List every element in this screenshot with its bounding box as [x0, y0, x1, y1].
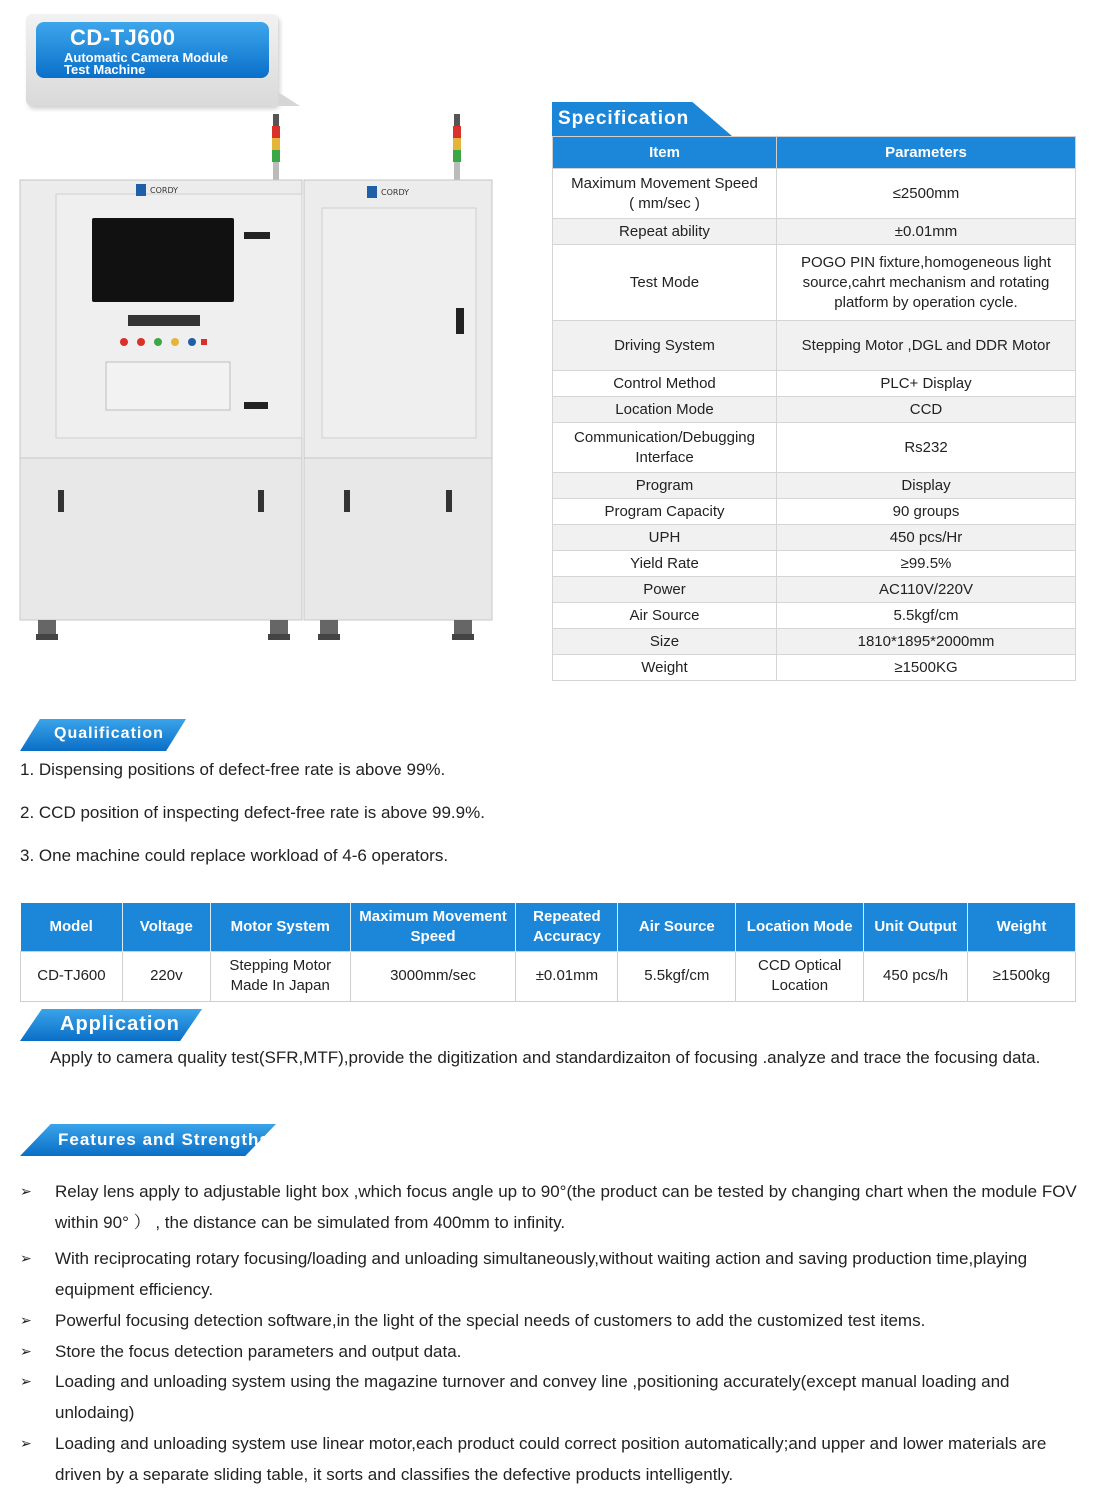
qualification-title: Qualification — [54, 725, 164, 742]
spec-row — [553, 321, 1076, 371]
specification-tab — [552, 102, 732, 136]
signal-tower-left — [272, 114, 280, 180]
model-value-cell: CD-TJ600 — [21, 951, 123, 1001]
model-header-cell: Repeated Accuracy — [516, 903, 618, 951]
spec-value-cell: ±0.01mm — [777, 219, 1076, 245]
spec-item-cell: Weight — [553, 655, 777, 681]
spec-item-cell: Repeat ability — [553, 219, 777, 245]
spec-value-cell: Display — [777, 473, 1076, 499]
application-text: Apply to camera quality test(SFR,MTF),provide the digitization and standardizaiton of focusing .analyze and trace the focusing data. — [50, 1048, 1041, 1067]
spec-item-cell: Power — [553, 577, 777, 603]
spec-item-cell: Test Mode — [553, 245, 777, 321]
spec-item-cell: Control Method — [553, 371, 777, 397]
spec-row — [553, 473, 1076, 499]
spec-value-cell: 5.5kgf/cm — [777, 603, 1076, 629]
model-value-cell: 220v — [122, 951, 210, 1001]
bullet-arrow-icon: ➢ — [20, 1373, 32, 1389]
feature-item — [20, 1366, 1080, 1428]
qualification-tab — [20, 719, 186, 751]
machine-image — [18, 112, 496, 657]
qualification-item: 3. One machine could replace workload of 4-6 operators. — [20, 846, 449, 865]
feature-text: Loading and unloading system use linear motor,each product could correct position automatically;and upper and lower materials are driven by a separate sliding table, it sorts and classifies the defective products intelligently. — [55, 1434, 1047, 1484]
model-value-cell: 450 pcs/h — [864, 951, 968, 1001]
model-value-cell: 5.5kgf/cm — [618, 951, 736, 1001]
spec-value-cell: CCD — [777, 397, 1076, 423]
feature-text: Relay lens apply to adjustable light box ,which focus angle up to 90°(the product can be tested by changing chart when the module FOV within 90° ） , the distance can be simulated from 400mm to infinity. — [55, 1182, 1077, 1232]
model-title: CD-TJ600 — [70, 25, 176, 50]
brand-label-left: CORDY — [150, 186, 179, 195]
model-value-cell: ±0.01mm — [516, 951, 618, 1001]
model-header-cell: Air Source — [618, 903, 736, 951]
bullet-arrow-icon: ➢ — [20, 1312, 32, 1328]
spec-header-item: Item — [553, 137, 777, 169]
subtitle-line1: Automatic Camera Module — [64, 50, 228, 65]
model-value-cell: CCD Optical Location — [736, 951, 864, 1001]
feature-item — [20, 1176, 1080, 1238]
application-tab — [20, 1009, 202, 1041]
model-value-cell: Stepping Motor Made In Japan — [210, 951, 350, 1001]
signal-tower-right — [453, 114, 461, 180]
bullet-arrow-icon: ➢ — [20, 1435, 32, 1451]
model-header-cell: Motor System — [210, 903, 350, 951]
spec-row — [553, 629, 1076, 655]
feature-item — [20, 1428, 1080, 1490]
spec-row — [553, 169, 1076, 219]
spec-value-cell: POGO PIN fixture,homogeneous light source,cahrt mechanism and rotating platform by operation cycle. — [777, 245, 1076, 321]
subtitle-line2: Test Machine — [64, 62, 146, 77]
spec-item-cell: Yield Rate — [553, 551, 777, 577]
spec-row — [553, 525, 1076, 551]
bullet-arrow-icon: ➢ — [20, 1343, 32, 1359]
bullet-arrow-icon: ➢ — [20, 1183, 32, 1199]
spec-item-cell: Program — [553, 473, 777, 499]
spec-row — [553, 423, 1076, 473]
model-header-cell: Unit Output — [864, 903, 968, 951]
features-title: Features and Strengths — [58, 1130, 270, 1149]
spec-item-cell: Air Source — [553, 603, 777, 629]
spec-value-cell: 450 pcs/Hr — [777, 525, 1076, 551]
spec-row — [553, 577, 1076, 603]
feature-text: Store the focus detection parameters and output data. — [55, 1342, 462, 1361]
spec-item-cell: Program Capacity — [553, 499, 777, 525]
features-tab — [20, 1124, 276, 1156]
spec-item-cell: Communication/Debugging Interface — [553, 423, 777, 473]
spec-item-cell: UPH — [553, 525, 777, 551]
spec-row — [553, 397, 1076, 423]
spec-value-cell: ≥99.5% — [777, 551, 1076, 577]
model-header-cell: Location Mode — [736, 903, 864, 951]
spec-row — [553, 499, 1076, 525]
brand-label-right: CORDY — [381, 188, 410, 197]
model-header-cell: Maximum Movement Speed — [350, 903, 516, 951]
feature-text: Loading and unloading system using the magazine turnover and convey line ,positioning accurately(except manual loading and unlodaing) — [55, 1372, 1010, 1422]
spec-row — [553, 371, 1076, 397]
spec-value-cell: Rs232 — [777, 423, 1076, 473]
spec-row — [553, 245, 1076, 321]
bullet-arrow-icon: ➢ — [20, 1250, 32, 1266]
feature-text: Powerful focusing detection software,in the light of the special needs of customers to add the customized test items. — [55, 1311, 926, 1330]
qualification-item: 2. CCD position of inspecting defect-free rate is above 99.9%. — [20, 803, 485, 822]
model-header-row — [21, 903, 1076, 951]
spec-value-cell: ≥1500KG — [777, 655, 1076, 681]
spec-value-cell: PLC+ Display — [777, 371, 1076, 397]
spec-item-cell: Driving System — [553, 321, 777, 371]
feature-item — [20, 1336, 1080, 1367]
spec-row — [553, 219, 1076, 245]
model-header-cell: Weight — [968, 903, 1076, 951]
model-data-row — [21, 951, 1076, 1001]
spec-value-cell: Stepping Motor ,DGL and DDR Motor — [777, 321, 1076, 371]
model-header-cell: Voltage — [122, 903, 210, 951]
spec-row — [553, 603, 1076, 629]
spec-item-cell: Size — [553, 629, 777, 655]
monitor-screen — [92, 218, 234, 302]
spec-row — [553, 655, 1076, 681]
model-summary-table — [20, 903, 1076, 1002]
feature-item — [20, 1243, 1080, 1305]
model-value-cell: 3000mm/sec — [350, 951, 516, 1001]
spec-value-cell: 1810*1895*2000mm — [777, 629, 1076, 655]
spec-item-cell: Maximum Movement Speed ( mm/sec ) — [553, 169, 777, 219]
feature-item — [20, 1305, 1080, 1336]
model-value-cell: ≥1500kg — [968, 951, 1076, 1001]
model-header-cell: Model — [21, 903, 123, 951]
spec-header-row — [553, 137, 1076, 169]
spec-row — [553, 551, 1076, 577]
spec-value-cell: AC110V/220V — [777, 577, 1076, 603]
spec-item-cell: Location Mode — [553, 397, 777, 423]
spec-header-parameters: Parameters — [777, 137, 1076, 169]
specification-table — [552, 136, 1076, 681]
spec-value-cell: ≤2500mm — [777, 169, 1076, 219]
feature-text: With reciprocating rotary focusing/loading and unloading simultaneously,without waiting action and saving production time,playing equipment efficiency. — [55, 1249, 1028, 1299]
spec-value-cell: 90 groups — [777, 499, 1076, 525]
application-title: Application — [60, 1013, 180, 1035]
specification-title: Specification — [558, 108, 690, 129]
qualification-item: 1. Dispensing positions of defect-free rate is above 99%. — [20, 760, 446, 779]
